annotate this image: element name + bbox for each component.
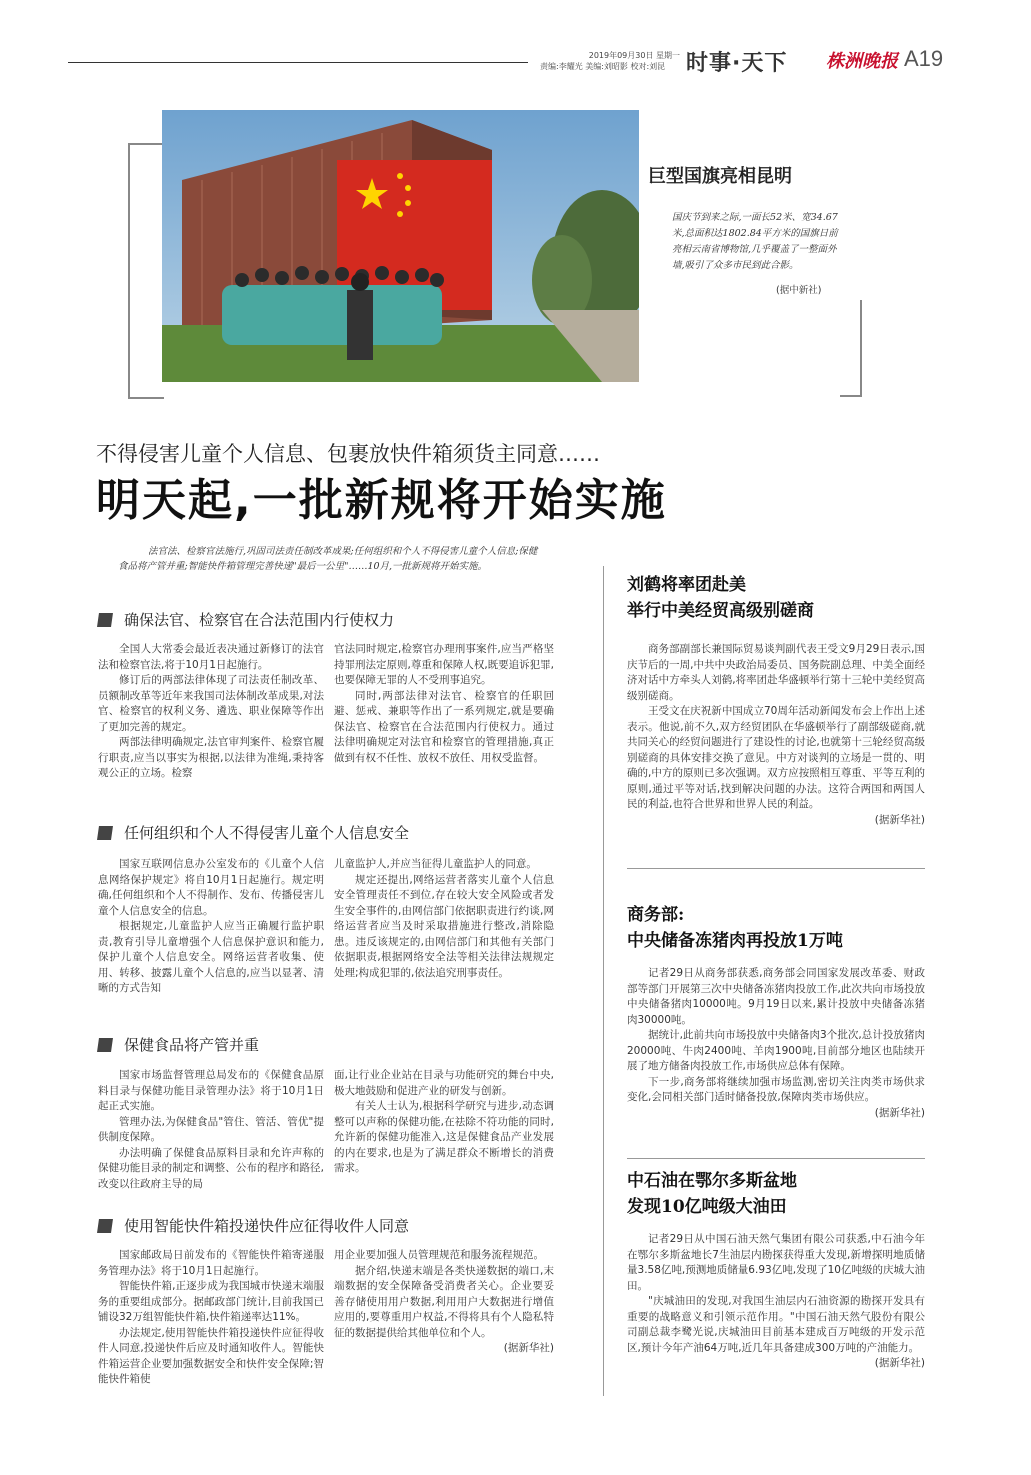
news-photo — [162, 110, 639, 382]
article-column — [98, 1248, 324, 1388]
paragraph: 王受文在庆祝新中国成立70周年活动新闻发布会上作出上述表示。他说,前不久,双方经贸团队在华盛顿举行了副部级磋商,就共同关心的经贸问题进行了建设性的讨论,也就第十三轮经贸高级别磋商的具体安排交换了意见。中方对谈判的立场是一贯的、明确的,中方的原则已多次强调。双方应按照相互尊重、平等互利的原则,通过平等对话,找到解决问题的办法。这符合两国和两国人民的利益,也符合世界和世界人民的利益。 — [627, 705, 925, 810]
sidebar-title-line: 商务部: — [627, 905, 685, 925]
subhead-text: 任何组织和个人不得侵害儿童个人信息安全 — [124, 824, 410, 842]
subhead-children-info — [98, 822, 409, 843]
paragraph: 智能快件箱,正逐步成为我国城市快递末端服务的重要组成部分。据邮政部门统计,目前我国已铺设32万组智能快件箱,快件箱递率达11%。 — [98, 1280, 324, 1323]
column-divider — [603, 566, 604, 1396]
article-source: (据新华社) — [874, 813, 925, 826]
photo-caption-source: (据中新社) — [776, 285, 822, 296]
sidebar-title-pork — [627, 902, 843, 954]
bullet-square-icon — [97, 613, 113, 627]
paragraph: 据统计,此前共向市场投放中央储备肉3个批次,总计投放猪肉20000吨、牛肉2400吨、羊肉1900吨,目前部分地区也陆续开展了地方储备肉投放工作,市场供应总体有保障。 — [627, 1029, 925, 1072]
article-column — [334, 857, 554, 981]
paragraph: 商务部副部长兼国际贸易谈判副代表王受文9月29日表示,国庆节后的一周,中共中央政治局委员、国务院副总理、中美全面经济对话中方牵头人刘鹤,将率团赴华盛顿举行第十三轮中美经贸高级别磋商。 — [627, 643, 925, 702]
sidebar-article — [627, 642, 925, 828]
subhead-text: 确保法官、检察官在合法范围内行使权力 — [124, 611, 395, 629]
photo-caption-body: 国庆节到来之际,一面长52米、宽34.67米,总面积达1802.84平方米的国旗日前亮相云南省博物馆,几乎覆盖了一整面外墙,吸引了众多市民到此合影。 — [672, 212, 838, 271]
main-headline: 明天起,一批新规将开始实施 — [96, 475, 667, 526]
article-column — [334, 642, 554, 766]
sidebar-title-line: 发现10亿吨级大油田 — [627, 1197, 787, 1217]
paragraph: 国家互联网信息办公室发布的《儿童个人信息网络保护规定》将自10月1日起施行。规定明确,任何组织和个人不得制作、发布、传播侵害儿童个人信息安全的信息。 — [98, 858, 324, 917]
sidebar-title-trade — [627, 572, 814, 624]
article-source: (据新华社) — [503, 1342, 554, 1354]
sidebar-rule — [627, 1158, 925, 1159]
paragraph: 两部法律明确规定,法官审判案件、检察官履行职责,应当以事实为根据,以法律为准绳,秉持客观公正的立场。检察 — [98, 736, 324, 779]
paragraph: 面,让行业企业站在目录与功能研究的舞台中央,极大地鼓励和促进产业的研发与创新。 — [334, 1069, 554, 1097]
paragraph: 全国人大常委会最近表决通过新修订的法官法和检察官法,将于10月1日起施行。 — [98, 643, 324, 671]
sidebar-rule — [627, 868, 925, 869]
sidebar-title-oilfield — [627, 1168, 797, 1220]
subhead-parcel-locker — [98, 1215, 409, 1236]
paragraph: 办法规定,使用智能快件箱投递快件应征得收件人同意,投递快件后应及时通知收件人。智能快件箱运营企业要加强数据安全和快件安全保障;智能快件箱使 — [98, 1326, 324, 1385]
section-name: 时事·天下 — [686, 51, 788, 76]
sidebar-title-line: 刘鹤将率团赴美 — [627, 575, 746, 595]
newspaper-logo: 株洲晚报 — [826, 51, 898, 72]
lead-paragraph: 法官法、检察官法施行,巩固司法责任制改革成果;任何组织和个人不得侵害儿童个人信息;保健食品将产管并重;智能快件箱管理完善快递"最后一公里"……10月,一批新规将开始实施。 — [118, 546, 538, 572]
paragraph: 用企业要加强人员管理规范和服务流程规范。 — [334, 1249, 544, 1261]
paragraph: 据介绍,快递末端是各类快递数据的端口,末端数据的安全保障备受消费者关心。企业要妥善存储使用用户数据,利用用户大数据进行增值应用的,要尊重用户权益,不得将具有个人隐私特征的数据提供给其他单位和个人。 — [334, 1264, 554, 1339]
bullet-square-icon — [97, 1038, 113, 1052]
paragraph: 记者29日从商务部获悉,商务部会同国家发展改革委、财政部等部门开展第三次中央储备冻猪肉投放工作,此次共向市场投放中央储备猪肉10000吨。9月19日以来,累计投放中央储备冻猪肉30000吨。 — [627, 967, 925, 1026]
paragraph: 有关人士认为,根据科学研究与进步,动态调整可以声称的保健功能,在祛除不符功能的同时,允许新的保健功能准入,这是保健食品产业发展的内在要求,也是为了满足群众不断增长的消费需求。 — [334, 1100, 554, 1174]
subhead-text: 使用智能快件箱投递快件应征得收件人同意 — [124, 1217, 410, 1235]
header-meta — [540, 50, 680, 72]
photo-frame-left — [128, 143, 164, 399]
article-column — [98, 857, 324, 997]
photo-frame-right — [840, 300, 862, 397]
sidebar-article — [627, 1232, 925, 1372]
subhead-health-food — [98, 1034, 259, 1055]
paragraph: 同时,两部法律对法官、检察官的任职回避、惩戒、兼职等作出了一系列规定,就是要确保法官、检察官在合法范围内行使权力。通过法律明确规定对法官和检察官的管理措施,真正做到有权不任性、放权不放任、用权受监督。 — [334, 689, 554, 764]
paragraph: 根据规定,儿童监护人应当正确履行监护职责,教育引导儿童增强个人信息保护意识和能力,保护儿童个人信息安全。网络运营者收集、使用、转移、披露儿童个人信息的,应当以显著、清晰的方式告知 — [98, 920, 324, 994]
sidebar-title-line: 举行中美经贸高级别磋商 — [627, 601, 814, 621]
paragraph: 办法明确了保健食品原料目录和允许声称的保健功能目录的制定和调整、公布的程序和路径,改变以往政府主导的局 — [98, 1146, 324, 1190]
article-column — [334, 1068, 554, 1177]
page-number: A19 — [904, 46, 944, 71]
paragraph: 规定还提出,网络运营者落实儿童个人信息安全管理责任不到位,存在较大安全风险或者发生安全事件的,由网信部门依据职责进行约谈,网络运营者应当及时采取措施进行整改,消除隐患。违反该规定的,由网信部门和其他有关部门依据职责,根据网络安全法等相关法律法规规定处理;构成犯罪的,依法追究刑事责任。 — [334, 873, 554, 979]
bullet-square-icon — [97, 1219, 113, 1233]
sidebar-article — [627, 966, 925, 1121]
paragraph: 管理办法,为保健食品"管住、管活、管优"提供制度保障。 — [98, 1115, 324, 1143]
article-column — [334, 1248, 554, 1357]
photo-caption-title: 巨型国旗亮相昆明 — [648, 166, 792, 187]
header-rule — [68, 62, 528, 63]
article-column — [98, 1068, 324, 1192]
subhead-text: 保健食品将产管并重 — [124, 1036, 260, 1054]
article-column — [98, 642, 324, 782]
sidebar-title-line: 中央储备冻猪肉再投放1万吨 — [627, 931, 843, 951]
paragraph: 下一步,商务部将继续加强市场监测,密切关注肉类市场供求变化,会同相关部门适时储备投放,保障肉类市场供应。 — [627, 1075, 925, 1103]
paragraph: 修订后的两部法律体现了司法责任制改革、员额制改革等近年来我国司法体制改革成果,对法官、检察官的权利义务、遴选、职业保障等作出了更加完善的规定。 — [98, 674, 324, 733]
paragraph: 儿童监护人,并应当征得儿童监护人的同意。 — [334, 858, 537, 870]
paragraph: 记者29日从中国石油天然气集团有限公司获悉,中石油今年在鄂尔多斯盆地长7生油层内勘探获得重大发现,新增探明地质储量3.58亿吨,预测地质储量6.93亿吨,发现了10亿吨级的庆城大油田。 — [627, 1233, 925, 1292]
headline-kicker: 不得侵害儿童个人信息、包裹放快件箱须货主同意…… — [96, 442, 600, 466]
article-source: (据新华社) — [874, 1106, 925, 1119]
issue-date: 2019年09月30日 星期一 — [588, 51, 680, 60]
sidebar-title-line: 中石油在鄂尔多斯盆地 — [627, 1171, 797, 1191]
paragraph: 国家邮政局日前发布的《智能快件箱寄递服务管理办法》将于10月1日起施行。 — [98, 1249, 324, 1277]
bullet-square-icon — [97, 826, 113, 840]
editor-credits: 责编:李耀光 美编:刘昭影 校对:刘昆 — [540, 62, 666, 71]
article-source: (据新华社) — [874, 1357, 925, 1369]
subhead-judges — [98, 609, 394, 630]
paragraph: 国家市场监督管理总局发布的《保健食品原料目录与保健功能目录管理办法》将于10月1日起正式实施。 — [98, 1069, 324, 1112]
paragraph: "庆城油田的发现,对我国生油层内石油资源的勘探开发具有重要的战略意义和引领示范作用。"中国石油天然气股份有限公司副总裁李鹭光说,庆城油田目前基本建成百万吨级的开发示范区,预计今年产油64万吨,近几年具备建成300万吨的产油能力。 — [627, 1295, 925, 1354]
paragraph: 官法同时规定,检察官办理刑事案件,应当严格坚持罪刑法定原则,尊重和保障人权,既要追诉犯罪,也要保障无罪的人不受刑事追究。 — [334, 643, 555, 686]
